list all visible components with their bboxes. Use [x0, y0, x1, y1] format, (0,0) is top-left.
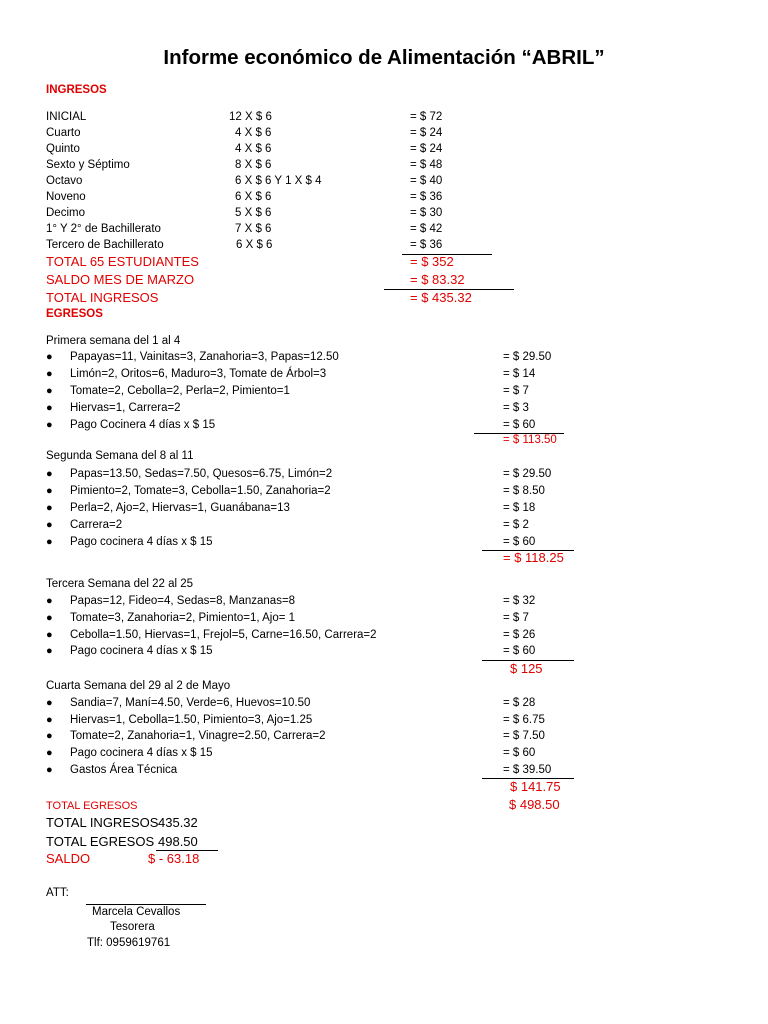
ingresos-row-amount: = $ 40: [410, 175, 443, 187]
bullet-icon: ●: [46, 368, 53, 380]
item-amount: = $ 60: [503, 419, 536, 431]
week-title: Primera semana del 1 al 4: [46, 335, 181, 347]
saldo-marzo-label: SALDO MES DE MARZO: [46, 272, 195, 287]
total-ingresos-label: TOTAL INGRESOS: [46, 290, 159, 305]
att-label: ATT:: [46, 887, 69, 899]
item-text: Gastos Área Técnica: [70, 764, 178, 776]
ingresos-row-calc: 7 X $ 6: [235, 223, 272, 235]
ingresos-row-calc: 6 X $ 6: [235, 191, 272, 203]
item-text: Hiervas=1, Cebolla=1.50, Pimiento=3, Ajo=1.25: [70, 714, 313, 726]
total-ingresos-amount: = $ 435.32: [410, 290, 472, 305]
ingresos-row-amount: = $ 30: [410, 207, 443, 219]
summary-egresos-value: 498.50: [158, 834, 198, 849]
summary-saldo-value: $ - 63.18: [148, 851, 200, 866]
week-subtotal: $ 125: [510, 661, 543, 676]
bullet-icon: ●: [46, 485, 53, 497]
ingresos-row-calc: 5 X $ 6: [235, 207, 272, 219]
week-subtotal: = $ 118.25: [503, 550, 564, 565]
bullet-icon: ●: [46, 714, 53, 726]
ingresos-row-calc: 12 X $ 6: [229, 111, 272, 123]
bullet-icon: ●: [46, 468, 53, 480]
ingresos-row-label: 1° Y 2° de Bachillerato: [46, 223, 161, 235]
item-text: Pimiento=2, Tomate=3, Cebolla=1.50, Zanahoria=2: [70, 485, 331, 497]
ingresos-row-calc: 6 X $ 6: [236, 239, 273, 251]
summary-saldo-label: SALDO: [46, 851, 91, 866]
summary-egresos-label: TOTAL EGRESOS: [46, 834, 155, 849]
ingresos-row-label: Noveno: [46, 191, 86, 203]
bullet-icon: ●: [46, 764, 53, 776]
signer-name: Marcela Cevallos: [92, 906, 181, 918]
bullet-icon: ●: [46, 502, 53, 514]
bullet-icon: ●: [46, 612, 53, 624]
item-amount: = $ 60: [503, 536, 536, 548]
bullet-icon: ●: [46, 419, 53, 431]
summary-ingresos-value: 435.32: [158, 815, 198, 830]
ingresos-row-label: Tercero de Bachillerato: [46, 239, 164, 251]
item-amount: = $ 29.50: [503, 351, 552, 363]
ingresos-row-amount: = $ 36: [410, 191, 443, 203]
item-text: Sandia=7, Maní=4.50, Verde=6, Huevos=10.50: [70, 697, 311, 709]
total-students-label: TOTAL 65 ESTUDIANTES: [46, 254, 199, 269]
ingresos-row-calc: 8 X $ 6: [235, 159, 272, 171]
ingresos-row-amount: = $ 24: [410, 127, 443, 139]
summary-ingresos-label: TOTAL INGRESOS: [46, 815, 159, 830]
ingresos-row-label: Decimo: [46, 207, 85, 219]
page-title: Informe económico de Alimentación “ABRIL”: [163, 46, 605, 69]
item-amount: = $ 2: [503, 519, 529, 531]
item-amount: = $ 60: [503, 645, 536, 657]
item-text: Hiervas=1, Carrera=2: [70, 402, 181, 414]
signer-role: Tesorera: [110, 921, 155, 933]
total-egresos-label: TOTAL EGRESOS: [46, 800, 138, 812]
week-title: Segunda Semana del 8 al 11: [46, 450, 194, 462]
week-subtotal: $ 141.75: [510, 779, 561, 794]
item-amount: = $ 28: [503, 697, 536, 709]
bullet-icon: ●: [46, 629, 53, 641]
item-text: Pago Cocinera 4 días x $ 15: [70, 419, 216, 431]
week-subtotal: = $ 113.50: [503, 434, 557, 446]
ingresos-row-amount: = $ 24: [410, 143, 443, 155]
total-students-amount: = $ 352: [410, 254, 454, 269]
total-egresos-amount: $ 498.50: [509, 797, 560, 812]
item-text: Papayas=11, Vainitas=3, Zanahoria=3, Papas=12.50: [70, 351, 339, 363]
item-text: Tomate=2, Cebolla=2, Perla=2, Pimiento=1: [70, 385, 290, 397]
item-amount: = $ 29.50: [503, 468, 552, 480]
bullet-icon: ●: [46, 402, 53, 414]
ingresos-row-label: Octavo: [46, 175, 83, 187]
week-title: Tercera Semana del 22 al 25: [46, 578, 194, 590]
bullet-icon: ●: [46, 747, 53, 759]
bullet-icon: ●: [46, 519, 53, 531]
item-text: Carrera=2: [70, 519, 123, 531]
week-title: Cuarta Semana del 29 al 2 de Mayo: [46, 680, 231, 692]
ingresos-row-amount: = $ 36: [410, 239, 443, 251]
ingresos-row-amount: = $ 48: [410, 159, 443, 171]
ingresos-row-label: INICIAL: [46, 111, 87, 123]
item-amount: = $ 7: [503, 612, 529, 624]
egresos-heading: EGRESOS: [46, 308, 103, 320]
ingresos-row-calc: 4 X $ 6: [235, 143, 272, 155]
item-text: Papas=13.50, Sedas=7.50, Quesos=6.75, Limón=2: [70, 468, 333, 480]
ingresos-row-calc: 4 X $ 6: [235, 127, 272, 139]
item-amount: = $ 7.50: [503, 730, 545, 742]
ingresos-row-label: Cuarto: [46, 127, 81, 139]
bullet-icon: ●: [46, 385, 53, 397]
item-text: Tomate=2, Zanahoria=1, Vinagre=2.50, Carrera=2: [70, 730, 326, 742]
item-text: Pago cocinera 4 días x $ 15: [70, 645, 213, 657]
ingresos-heading: INGRESOS: [46, 84, 107, 96]
item-amount: = $ 18: [503, 502, 536, 514]
ingresos-row-calc: 6 X $ 6 Y 1 X $ 4: [235, 175, 322, 187]
item-amount: = $ 26: [503, 629, 536, 641]
signer-phone: Tlf: 0959619761: [87, 937, 171, 949]
item-amount: = $ 60: [503, 747, 536, 759]
ingresos-row-label: Sexto y Séptimo: [46, 159, 130, 171]
bullet-icon: ●: [46, 351, 53, 363]
bullet-icon: ●: [46, 645, 53, 657]
ingresos-row-label: Quinto: [46, 143, 80, 155]
item-text: Perla=2, Ajo=2, Hiervas=1, Guanábana=13: [70, 502, 290, 514]
bullet-icon: ●: [46, 697, 53, 709]
bullet-icon: ●: [46, 536, 53, 548]
item-amount: = $ 14: [503, 368, 536, 380]
item-amount: = $ 3: [503, 402, 529, 414]
item-amount: = $ 32: [503, 595, 536, 607]
item-text: Pago cocinera 4 días x $ 15: [70, 747, 213, 759]
item-amount: = $ 6.75: [503, 714, 545, 726]
saldo-marzo-amount: = $ 83.32: [410, 272, 465, 287]
bullet-icon: ●: [46, 730, 53, 742]
item-amount: = $ 8.50: [503, 485, 545, 497]
item-text: Papas=12, Fideo=4, Sedas=8, Manzanas=8: [70, 595, 296, 607]
item-amount: = $ 7: [503, 385, 529, 397]
ingresos-row-amount: = $ 72: [410, 111, 443, 123]
item-amount: = $ 39.50: [503, 764, 552, 776]
item-text: Pago cocinera 4 días x $ 15: [70, 536, 213, 548]
item-text: Tomate=3, Zanahoria=2, Pimiento=1, Ajo= 1: [70, 612, 296, 624]
ingresos-row-amount: = $ 42: [410, 223, 443, 235]
item-text: Cebolla=1.50, Hiervas=1, Frejol=5, Carne=16.50, Carrera=2: [70, 629, 377, 641]
item-text: Limón=2, Oritos=6, Maduro=3, Tomate de Árbol=3: [70, 368, 327, 380]
bullet-icon: ●: [46, 595, 53, 607]
